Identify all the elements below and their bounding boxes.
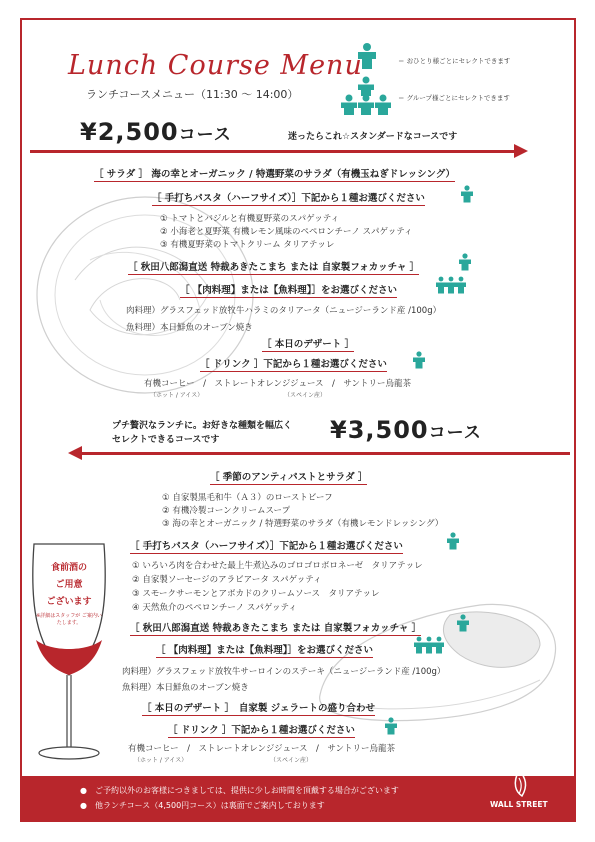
wine-text-1: 食前酒の xyxy=(50,563,87,573)
person-single-icon xyxy=(458,253,472,271)
flame-logo-icon xyxy=(506,768,532,798)
footer-note-2: ● 他ランチコース（4,500円コース）は裏面でご案内しております xyxy=(80,801,325,810)
logo-text: WALL STREET xyxy=(490,800,548,809)
page-subtitle: ランチコースメニュー（11:30 〜 14:00） xyxy=(86,88,299,101)
course1-salad: ［ サラダ ］ 海の幸とオーガニック / 特選野菜のサラダ（有機玉ねぎドレッシング） xyxy=(94,169,456,180)
footer-band xyxy=(20,776,576,822)
course1-tagline: 迷ったらこれ☆スタンダードなコースです xyxy=(288,132,458,142)
person-single-icon xyxy=(446,532,460,550)
course1-meat: 肉料理）グラスフェッド放牧牛ハラミのタリアータ（ニュージーランド産 /100g） xyxy=(126,306,442,316)
course2-antipasto-item: ① 自家製黒毛和牛（Ａ３）のローストビーフ xyxy=(162,493,333,503)
wine-text-2: ご用意 xyxy=(55,580,83,590)
course1-pasta-item: ② 小海老と夏野菜 有機レモン風味のペペロンチーノ スパゲッティ xyxy=(160,227,413,237)
person-single-icon xyxy=(456,614,470,632)
course2-pasta-item: ③ スモークサーモンとアボカドのクリームソース タリアテッレ xyxy=(132,589,380,599)
person-group-icon xyxy=(436,276,466,294)
course2-meat: 肉料理）グラスフェッド放牧牛サーロインのステーキ（ニュージーランド産 /100g） xyxy=(122,667,446,677)
person-single-icon xyxy=(412,351,426,369)
course1-drink-header: ［ ドリンク ］下記から１種お選びください xyxy=(200,359,387,370)
course2-price: ¥3,500コース xyxy=(330,416,482,444)
course2-drink-note: （スペイン産） xyxy=(270,757,313,764)
course2-intro: セレクトできるコースです xyxy=(112,435,220,445)
course1-main-header: ［ 【肉料理】または【魚料理】］をお選びください xyxy=(180,285,398,296)
wine-text-3: ございます xyxy=(46,597,92,607)
wine-glass-icon xyxy=(26,540,112,765)
person-single-icon xyxy=(460,185,474,203)
course2-drink-header: ［ ドリンク ］下記から１種お選びください xyxy=(168,725,355,736)
course1-pasta-item: ① トマトとバジルと有機夏野菜のスパゲッティ xyxy=(160,214,340,224)
course1-rice-header: ［ 秋田八郎潟直送 特裁あきたこまち または 自家製フォカッチャ ］ xyxy=(128,262,420,273)
course1-pasta-header: ［ 手打ちパスタ（ハーフサイズ）］下記から１種お選びください xyxy=(152,193,425,204)
person-single-icon xyxy=(384,717,398,735)
course1-dessert: ［ 本日のデザート ］ xyxy=(262,339,355,350)
course1-arrow-head xyxy=(514,144,528,158)
course2-main-header: ［ 【肉料理】または【魚料理】］をお選びください xyxy=(156,645,374,656)
person-group-icon xyxy=(414,636,444,654)
course1-fish: 魚料理）本日鮮魚のオーブン焼き xyxy=(126,323,253,333)
course1-drink-note: （ホット / アイス） xyxy=(150,392,204,399)
legend-group: ＝ グループ様ごとにセレクトできます xyxy=(398,94,510,102)
course2-drinks: 有機コーヒー / ストレートオレンジジュース / サントリー烏龍茶 xyxy=(128,744,395,754)
course1-drink-note: （スペイン産） xyxy=(284,392,327,399)
wine-note: ※詳細はスタッフが ご案内いたします。 xyxy=(36,613,102,626)
page-title: Lunch Course Menu xyxy=(68,50,363,81)
course1-pasta-item: ③ 有機夏野菜のトマトクリーム タリアテッレ xyxy=(160,240,335,250)
course2-arrow-head xyxy=(68,446,82,460)
course2-drink-note: （ホット / アイス） xyxy=(134,757,188,764)
course2-intro: プチ贅沢なランチに。お好きな種類を幅広く xyxy=(112,421,293,431)
footer-note-1: ● ご予約以外のお客様につきましては、提供に少しお時間を頂戴する場合がございます xyxy=(80,786,399,795)
course2-pasta-header: ［ 手打ちパスタ（ハーフサイズ）］下記から１種お選びください xyxy=(130,541,403,552)
person-single-icon xyxy=(356,42,378,70)
course1-arrow xyxy=(30,150,516,153)
course2-fish: 魚料理）本日鮮魚のオーブン焼き xyxy=(122,683,249,693)
course1-price: ¥2,500コース xyxy=(80,118,232,146)
course2-antipasto-item: ② 有機冷製コーンクリームスープ xyxy=(162,506,291,516)
course2-antipasto-header: ［ 季節のアンティパストとサラダ ］ xyxy=(210,472,368,483)
course2-arrow xyxy=(80,452,570,455)
course2-pasta-item: ② 自家製ソーセージのアラビアータ スパゲッティ xyxy=(132,575,322,585)
course2-pasta-item: ④ 天然魚介のペペロンチーノ スパゲッティ xyxy=(132,603,297,613)
course2-antipasto-item: ③ 海の幸とオーガニック / 特選野菜のサラダ（有機レモンドレッシング） xyxy=(162,519,444,529)
course2-pasta-item: ① いろいろ肉を合わせた最上牛煮込みのゴロゴロボロネーゼ タリアテッレ xyxy=(132,561,423,571)
legend-single: ＝ おひとり様ごとにセレクトできます xyxy=(398,57,511,65)
course2-dessert: ［ 本日のデザート ］ 自家製 ジェラートの盛り合わせ xyxy=(142,703,375,714)
person-group-icon xyxy=(340,76,392,116)
course1-drinks: 有機コーヒー / ストレートオレンジジュース / サントリー烏龍茶 xyxy=(144,379,411,389)
course2-rice-header: ［ 秋田八郎潟直送 特裁あきたこまち または 自家製フォカッチャ ］ xyxy=(130,623,422,634)
